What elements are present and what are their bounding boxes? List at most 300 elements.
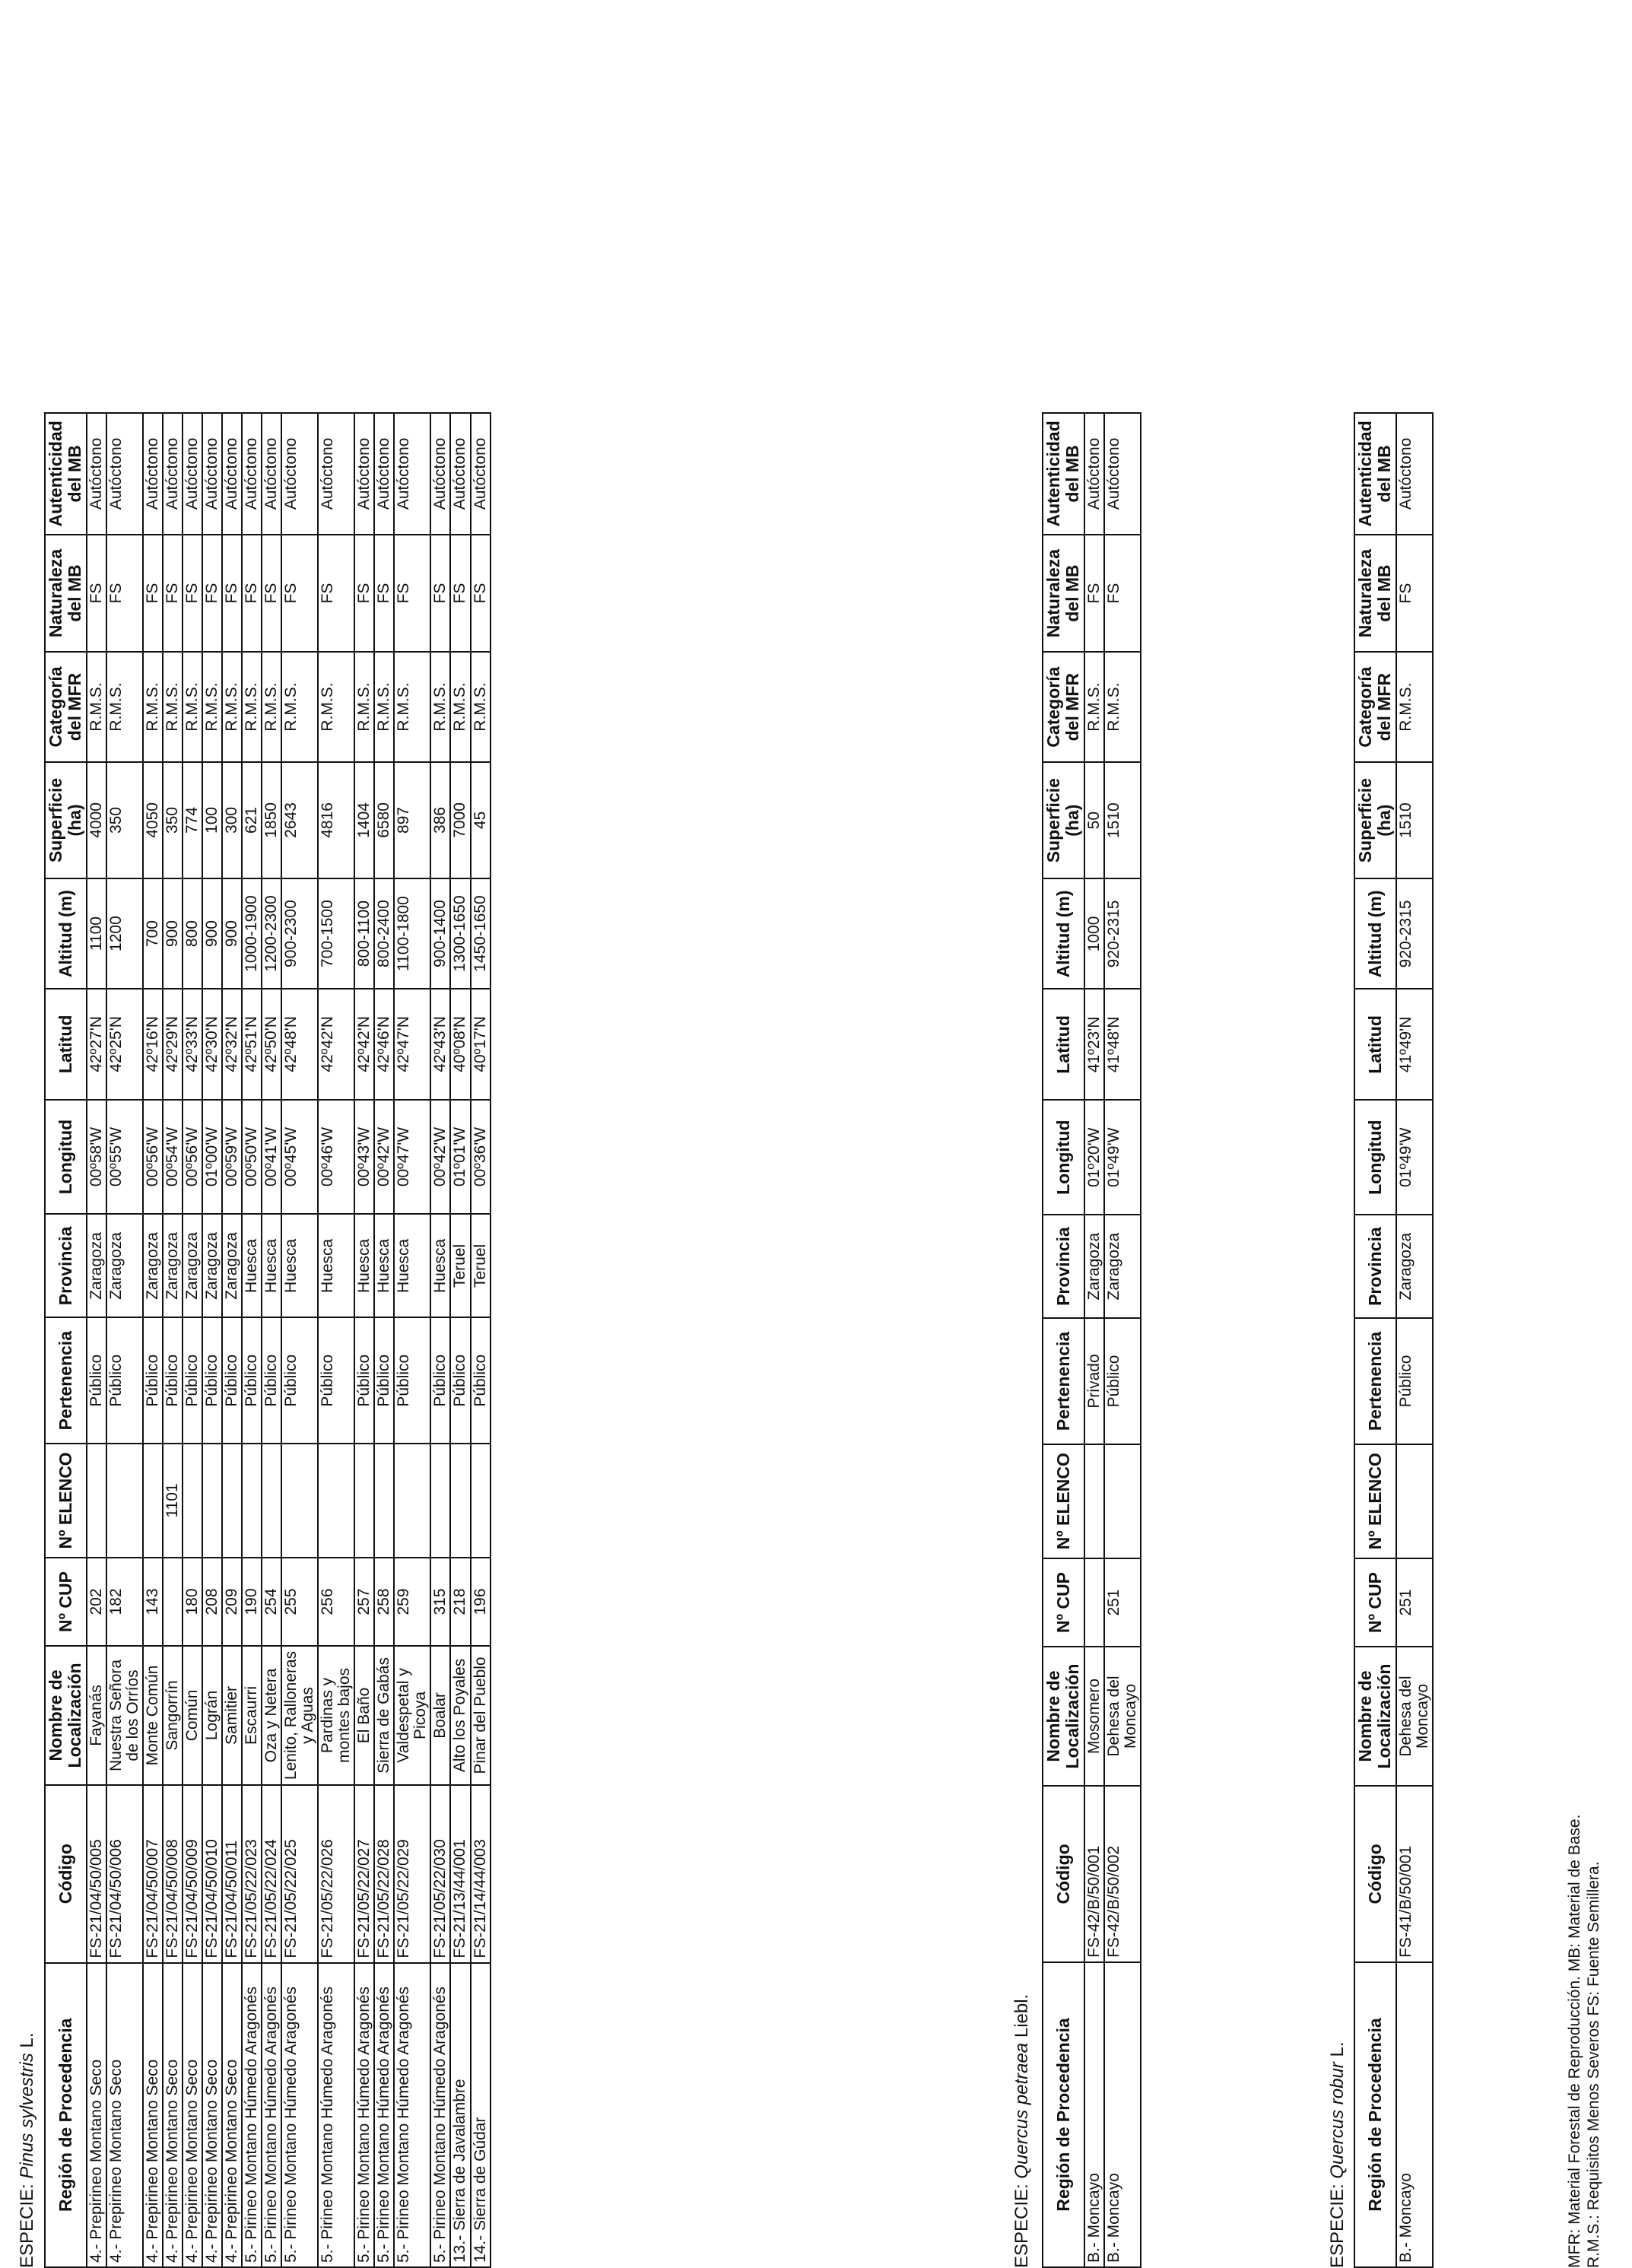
cell-autenticidad: Autóctono [242, 413, 262, 535]
cell-longitud: 00º58'W [87, 1100, 106, 1215]
cell-pertenencia: Público [87, 1317, 106, 1443]
cell-elenco: 1101 [163, 1444, 183, 1558]
cell-region: 4.- Prepirineo Montano Seco [222, 1963, 242, 2267]
column-header-longitud: Longitud [1043, 1100, 1084, 1215]
cell-naturaleza: FS [222, 535, 242, 653]
cell-superficie: 50 [1084, 762, 1104, 878]
cell-latitud: 42º27'N [87, 989, 106, 1100]
cell-region: B.- Moncayo [1084, 1962, 1104, 2267]
cell-region: 5.- Pirineo Montano Húmedo Aragonés [394, 1963, 430, 2267]
table-row [183, 413, 202, 2267]
cell-latitud: 42º16'N [143, 989, 163, 1100]
cell-autenticidad: Autóctono [1396, 413, 1433, 535]
column-header-provincia: Provincia [1043, 1215, 1084, 1318]
cell-naturaleza: FS [374, 535, 394, 653]
cell-autenticidad: Autóctono [450, 413, 470, 535]
cell-cup: 257 [354, 1558, 374, 1646]
cell-cup [163, 1558, 183, 1646]
cell-longitud: 00º56'W [143, 1100, 163, 1215]
cell-naturaleza: FS [202, 535, 222, 653]
cell-naturaleza: FS [450, 535, 470, 653]
cell-codigo: FS-21/04/50/010 [202, 1785, 222, 1963]
footer-legend [1565, 1815, 1603, 2268]
cell-longitud: 00º50'W [242, 1100, 262, 1215]
cell-superficie: 1510 [1104, 762, 1141, 878]
species-author: L. [1327, 2041, 1348, 2057]
cell-cup: 218 [450, 1558, 470, 1646]
cell-superficie: 350 [106, 762, 143, 878]
cell-altitud: 1300-1650 [450, 878, 470, 989]
cell-pertenencia: Público [106, 1317, 143, 1443]
cell-region: 4.- Prepirineo Montano Seco [87, 1963, 106, 2267]
cell-longitud: 01º01'W [450, 1100, 470, 1215]
cell-latitud: 42º51'N [242, 989, 262, 1100]
cell-longitud: 01º20'W [1084, 1100, 1104, 1215]
column-header-altitud: Altitud (m) [1354, 878, 1396, 989]
cell-categoria: R.M.S. [242, 652, 262, 761]
species-name: Pinus sylvestris [17, 2053, 37, 2179]
table-row [318, 413, 354, 2267]
cell-elenco [183, 1444, 202, 1558]
column-header-nombre: Nombre de Localización [1043, 1647, 1084, 1786]
column-header-nombre: Nombre de Localización [45, 1646, 87, 1785]
cell-categoria: R.M.S. [163, 652, 183, 761]
cell-altitud: 1000-1900 [242, 878, 262, 989]
table-row [1104, 413, 1141, 2267]
cell-cup: 315 [430, 1558, 450, 1646]
cell-longitud: 00º59'W [222, 1100, 242, 1215]
cell-autenticidad: Autóctono [374, 413, 394, 535]
cell-superficie: 4000 [87, 762, 106, 878]
column-header-nombre: Nombre de Localización [1354, 1647, 1396, 1786]
cell-longitud: 01º49'W [1104, 1100, 1141, 1215]
cell-nombre: Mosomero [1084, 1647, 1104, 1786]
cell-pertenencia: Público [354, 1317, 374, 1443]
cell-pertenencia: Público [242, 1317, 262, 1443]
cell-nombre: Lográn [202, 1646, 222, 1785]
cell-provincia: Huesca [262, 1214, 281, 1317]
cell-longitud: 00º45'W [281, 1100, 318, 1215]
cell-codigo: FS-21/05/22/027 [354, 1785, 374, 1963]
cell-provincia: Zaragoza [143, 1214, 163, 1317]
cell-elenco [471, 1444, 491, 1558]
table-row [143, 413, 163, 2267]
cell-latitud: 42º47'N [394, 989, 430, 1100]
cell-superficie: 386 [430, 762, 450, 878]
cell-elenco [394, 1444, 430, 1558]
header-row [1043, 413, 1084, 2267]
cell-latitud: 41º49'N [1396, 989, 1433, 1100]
table-row [471, 413, 491, 2267]
cell-region: 13.- Sierra de Javalambre [450, 1963, 470, 2267]
cell-region: 14.- Sierra de Gúdar [471, 1963, 491, 2267]
cell-nombre: Oza y Netera [262, 1646, 281, 1785]
cell-provincia: Zaragoza [1104, 1215, 1141, 1318]
column-header-cup: Nº CUP [1043, 1558, 1084, 1647]
cell-naturaleza: FS [318, 535, 354, 653]
cell-autenticidad: Autóctono [183, 413, 202, 535]
cell-codigo: FS-21/04/50/006 [106, 1785, 143, 1963]
cell-provincia: Teruel [450, 1214, 470, 1317]
column-header-latitud: Latitud [1043, 989, 1084, 1100]
cell-pertenencia: Público [281, 1317, 318, 1443]
cell-nombre: Escaurri [242, 1646, 262, 1785]
cell-categoria: R.M.S. [318, 652, 354, 761]
cell-superficie: 621 [242, 762, 262, 878]
cell-altitud: 900 [202, 878, 222, 989]
cell-pertenencia: Público [374, 1317, 394, 1443]
cell-elenco [1084, 1444, 1104, 1558]
cell-categoria: R.M.S. [183, 652, 202, 761]
cell-region: 5.- Pirineo Montano Húmedo Aragonés [262, 1963, 281, 2267]
column-header-codigo: Código [1354, 1786, 1396, 1962]
cell-codigo: FS-41/B/50/001 [1396, 1786, 1433, 1962]
column-header-elenco: Nº ELENCO [45, 1444, 87, 1558]
column-header-latitud: Latitud [45, 989, 87, 1100]
cell-cup: 209 [222, 1558, 242, 1646]
column-header-region: Región de Procedencia [1354, 1962, 1396, 2267]
column-header-autenticidad: Autenticidad del MB [1354, 413, 1396, 535]
cell-elenco [87, 1444, 106, 1558]
cell-categoria: R.M.S. [87, 652, 106, 761]
cell-pertenencia: Público [394, 1317, 430, 1443]
cell-latitud: 41º23'N [1084, 989, 1104, 1100]
cell-longitud: 00º36'W [471, 1100, 491, 1215]
cell-provincia: Zaragoza [87, 1214, 106, 1317]
cell-longitud: 00º46'W [318, 1100, 354, 1215]
cell-autenticidad: Autóctono [430, 413, 450, 535]
cell-provincia: Zaragoza [1084, 1215, 1104, 1318]
cell-codigo: FS-21/04/50/007 [143, 1785, 163, 1963]
cell-superficie: 45 [471, 762, 491, 878]
cell-region: 5.- Pirineo Montano Húmedo Aragonés [430, 1963, 450, 2267]
cell-superficie: 1850 [262, 762, 281, 878]
cell-nombre: Nuestra Señora de los Orríos [106, 1646, 143, 1785]
cell-naturaleza: FS [1084, 535, 1104, 653]
cell-latitud: 42º42'N [354, 989, 374, 1100]
cell-altitud: 800-2400 [374, 878, 394, 989]
legend-line: MFR: Material Forestal de Reproducción. MB: Material de Base. [1566, 1814, 1583, 2268]
cell-naturaleza: FS [163, 535, 183, 653]
cell-categoria: R.M.S. [222, 652, 242, 761]
species-author: L. [17, 2032, 37, 2048]
cell-elenco [106, 1444, 143, 1558]
species-label: ESPECIE: [1327, 2184, 1348, 2268]
cell-pertenencia: Público [471, 1317, 491, 1443]
column-header-pertenencia: Pertenencia [1354, 1318, 1396, 1444]
cell-autenticidad: Autóctono [318, 413, 354, 535]
cell-cup: 182 [106, 1558, 143, 1646]
cell-cup: 258 [374, 1558, 394, 1646]
cell-categoria: R.M.S. [430, 652, 450, 761]
table-row [354, 413, 374, 2267]
column-header-region: Región de Procedencia [45, 1963, 87, 2267]
cell-naturaleza: FS [262, 535, 281, 653]
cell-elenco [430, 1444, 450, 1558]
cell-categoria: R.M.S. [1084, 652, 1104, 762]
cell-elenco [143, 1444, 163, 1558]
cell-cup: 143 [143, 1558, 163, 1646]
column-header-cup: Nº CUP [45, 1558, 87, 1646]
cell-autenticidad: Autóctono [143, 413, 163, 535]
cell-elenco [242, 1444, 262, 1558]
cell-nombre: Alto los Poyales [450, 1646, 470, 1785]
species-name: Quercus petraea [1011, 2042, 1032, 2179]
cell-latitud: 40º17'N [471, 989, 491, 1100]
cell-cup: 251 [1396, 1558, 1433, 1647]
column-header-pertenencia: Pertenencia [45, 1317, 87, 1443]
table-row [262, 413, 281, 2267]
cell-superficie: 774 [183, 762, 202, 878]
cell-categoria: R.M.S. [1104, 652, 1141, 762]
cell-pertenencia: Público [430, 1317, 450, 1443]
cell-provincia: Zaragoza [106, 1214, 143, 1317]
cell-altitud: 800 [183, 878, 202, 989]
cell-cup: 180 [183, 1558, 202, 1646]
species-label: ESPECIE: [17, 2184, 37, 2268]
cell-region: 5.- Pirineo Montano Húmedo Aragonés [374, 1963, 394, 2267]
cell-altitud: 900 [163, 878, 183, 989]
cell-cup [1084, 1558, 1104, 1647]
cell-nombre: Boalar [430, 1646, 450, 1785]
cell-nombre: Valdespetal y Picoya [394, 1646, 430, 1785]
cell-longitud: 00º42'W [374, 1100, 394, 1215]
cell-autenticidad: Autóctono [106, 413, 143, 535]
cell-latitud: 42º50'N [262, 989, 281, 1100]
species-heading-quercus-robur [1327, 2042, 1348, 2268]
column-header-cup: Nº CUP [1354, 1558, 1396, 1647]
table-row [430, 413, 450, 2267]
cell-naturaleza: FS [183, 535, 202, 653]
cell-elenco [450, 1444, 470, 1558]
cell-altitud: 1450-1650 [471, 878, 491, 989]
cell-naturaleza: FS [242, 535, 262, 653]
cell-codigo: FS-21/05/22/030 [430, 1785, 450, 1963]
cell-categoria: R.M.S. [354, 652, 374, 761]
cell-codigo: FS-21/05/22/025 [281, 1785, 318, 1963]
cell-provincia: Huesca [430, 1214, 450, 1317]
species-label: ESPECIE: [1011, 2184, 1032, 2268]
cell-superficie: 6580 [374, 762, 394, 878]
cell-cup: 208 [202, 1558, 222, 1646]
cell-longitud: 00º42'W [430, 1100, 450, 1215]
cell-codigo: FS-21/04/50/005 [87, 1785, 106, 1963]
cell-altitud: 1200 [106, 878, 143, 989]
cell-provincia: Zaragoza [1396, 1215, 1433, 1318]
species-author: Liebl. [1011, 1993, 1032, 2038]
cell-latitud: 42º33'N [183, 989, 202, 1100]
cell-superficie: 7000 [450, 762, 470, 878]
cell-cup: 255 [281, 1558, 318, 1646]
column-header-naturaleza: Naturaleza del MB [1354, 535, 1396, 653]
cell-codigo: FS-21/04/50/011 [222, 1785, 242, 1963]
cell-pertenencia: Público [318, 1317, 354, 1443]
cell-latitud: 41º48'N [1104, 989, 1141, 1100]
cell-superficie: 300 [222, 762, 242, 878]
cell-altitud: 1100-1800 [394, 878, 430, 989]
cell-provincia: Huesca [318, 1214, 354, 1317]
column-header-naturaleza: Naturaleza del MB [45, 535, 87, 653]
cell-provincia: Zaragoza [183, 1214, 202, 1317]
table-row [450, 413, 470, 2267]
table-row [374, 413, 394, 2267]
cell-naturaleza: FS [87, 535, 106, 653]
legend-line: R.M.S.: Requisitos Menos Severos FS: Fuente Semillera. [1585, 1861, 1603, 2268]
cell-autenticidad: Autóctono [354, 413, 374, 535]
cell-altitud: 800-1100 [354, 878, 374, 989]
table-row [281, 413, 318, 2267]
column-header-longitud: Longitud [1354, 1100, 1396, 1215]
cell-superficie: 4050 [143, 762, 163, 878]
cell-region: B.- Moncayo [1396, 1962, 1433, 2267]
column-header-categoria: Categoría del MFR [45, 652, 87, 761]
cell-elenco [1104, 1444, 1141, 1558]
table-row [202, 413, 222, 2267]
cell-pertenencia: Público [163, 1317, 183, 1443]
cell-nombre: Pardinas y montes bajos [318, 1646, 354, 1785]
cell-latitud: 42º43'N [430, 989, 450, 1100]
cell-longitud: 00º47'W [394, 1100, 430, 1215]
cell-provincia: Zaragoza [163, 1214, 183, 1317]
cell-codigo: FS-42/B/50/002 [1104, 1786, 1141, 1962]
cell-altitud: 900 [222, 878, 242, 989]
column-header-provincia: Provincia [1354, 1215, 1396, 1318]
column-header-superficie: Superficie (ha) [45, 762, 87, 878]
table-row [394, 413, 430, 2267]
cell-altitud: 900-2300 [281, 878, 318, 989]
cell-codigo: FS-21/14/44/003 [471, 1785, 491, 1963]
cell-autenticidad: Autóctono [262, 413, 281, 535]
cell-elenco [374, 1444, 394, 1558]
cell-provincia: Teruel [471, 1214, 491, 1317]
cell-longitud: 00º43'W [354, 1100, 374, 1215]
cell-longitud: 00º41'W [262, 1100, 281, 1215]
cell-codigo: FS-42/B/50/001 [1084, 1786, 1104, 1962]
cell-region: 4.- Prepirineo Montano Seco [106, 1963, 143, 2267]
column-header-pertenencia: Pertenencia [1043, 1318, 1084, 1444]
cell-categoria: R.M.S. [143, 652, 163, 761]
cell-elenco [262, 1444, 281, 1558]
cell-codigo: FS-21/13/44/001 [450, 1785, 470, 1963]
cell-categoria: R.M.S. [394, 652, 430, 761]
cell-nombre: Sangorrín [163, 1646, 183, 1785]
cell-naturaleza: FS [430, 535, 450, 653]
cell-naturaleza: FS [281, 535, 318, 653]
cell-latitud: 42º48'N [281, 989, 318, 1100]
header-row [1354, 413, 1396, 2267]
cell-region: 5.- Pirineo Montano Húmedo Aragonés [281, 1963, 318, 2267]
cell-altitud: 700 [143, 878, 163, 989]
cell-region: 4.- Prepirineo Montano Seco [183, 1963, 202, 2267]
cell-latitud: 42º32'N [222, 989, 242, 1100]
cell-altitud: 1100 [87, 878, 106, 989]
species-heading-quercus-petraea [1011, 1994, 1033, 2268]
column-header-categoria: Categoría del MFR [1043, 652, 1084, 762]
cell-elenco [1396, 1444, 1433, 1558]
column-header-elenco: Nº ELENCO [1043, 1444, 1084, 1558]
column-header-elenco: Nº ELENCO [1354, 1444, 1396, 1558]
cell-nombre: Pinar del Pueblo [471, 1646, 491, 1785]
cell-elenco [281, 1444, 318, 1558]
cell-region: B.- Moncayo [1104, 1962, 1141, 2267]
column-header-superficie: Superficie (ha) [1043, 762, 1084, 878]
cell-superficie: 1510 [1396, 762, 1433, 878]
cell-latitud: 42º29'N [163, 989, 183, 1100]
cell-naturaleza: FS [471, 535, 491, 653]
species-table-pinus [44, 412, 491, 2268]
cell-provincia: Huesca [374, 1214, 394, 1317]
column-header-altitud: Altitud (m) [1043, 878, 1084, 989]
cell-elenco [202, 1444, 222, 1558]
column-header-categoria: Categoría del MFR [1354, 652, 1396, 762]
cell-autenticidad: Autóctono [281, 413, 318, 535]
table-row [242, 413, 262, 2267]
cell-elenco [354, 1444, 374, 1558]
cell-latitud: 42º25'N [106, 989, 143, 1100]
cell-provincia: Huesca [242, 1214, 262, 1317]
cell-provincia: Huesca [354, 1214, 374, 1317]
cell-nombre: Fayanás [87, 1646, 106, 1785]
cell-categoria: R.M.S. [1396, 652, 1433, 762]
cell-region: 5.- Pirineo Montano Húmedo Aragonés [318, 1963, 354, 2267]
column-header-autenticidad: Autenticidad del MB [1043, 413, 1084, 535]
cell-cup: 259 [394, 1558, 430, 1646]
cell-altitud: 920-2315 [1104, 878, 1141, 989]
column-header-codigo: Código [45, 1785, 87, 1963]
column-header-superficie: Superficie (ha) [1354, 762, 1396, 878]
cell-latitud: 42º30'N [202, 989, 222, 1100]
cell-longitud: 00º55'W [106, 1100, 143, 1215]
cell-region: 4.- Prepirineo Montano Seco [143, 1963, 163, 2267]
table-row [163, 413, 183, 2267]
cell-nombre: Común [183, 1646, 202, 1785]
cell-nombre: Sierra de Gabás [374, 1646, 394, 1785]
cell-superficie: 897 [394, 762, 430, 878]
table-row [87, 413, 106, 2267]
cell-categoria: R.M.S. [374, 652, 394, 761]
cell-altitud: 1200-2300 [262, 878, 281, 989]
cell-longitud: 01º00'W [202, 1100, 222, 1215]
cell-provincia: Zaragoza [222, 1214, 242, 1317]
cell-categoria: R.M.S. [471, 652, 491, 761]
cell-cup: 256 [318, 1558, 354, 1646]
species-table-quercus-robur [1354, 412, 1434, 2268]
cell-cup: 196 [471, 1558, 491, 1646]
header-row [45, 413, 87, 2267]
cell-superficie: 100 [202, 762, 222, 878]
cell-pertenencia: Público [222, 1317, 242, 1443]
cell-codigo: FS-21/04/50/009 [183, 1785, 202, 1963]
cell-categoria: R.M.S. [262, 652, 281, 761]
cell-autenticidad: Autóctono [202, 413, 222, 535]
cell-pertenencia: Público [1104, 1318, 1141, 1444]
cell-autenticidad: Autóctono [222, 413, 242, 535]
cell-elenco [222, 1444, 242, 1558]
cell-pertenencia: Privado [1084, 1318, 1104, 1444]
column-header-longitud: Longitud [45, 1100, 87, 1215]
column-header-latitud: Latitud [1354, 989, 1396, 1100]
table-row [1396, 413, 1433, 2267]
cell-naturaleza: FS [106, 535, 143, 653]
table-row [222, 413, 242, 2267]
cell-longitud: 00º56'W [183, 1100, 202, 1215]
cell-pertenencia: Público [450, 1317, 470, 1443]
cell-autenticidad: Autóctono [87, 413, 106, 535]
cell-provincia: Zaragoza [202, 1214, 222, 1317]
cell-superficie: 4816 [318, 762, 354, 878]
cell-categoria: R.M.S. [106, 652, 143, 761]
species-table-quercus-petraea [1042, 412, 1141, 2268]
